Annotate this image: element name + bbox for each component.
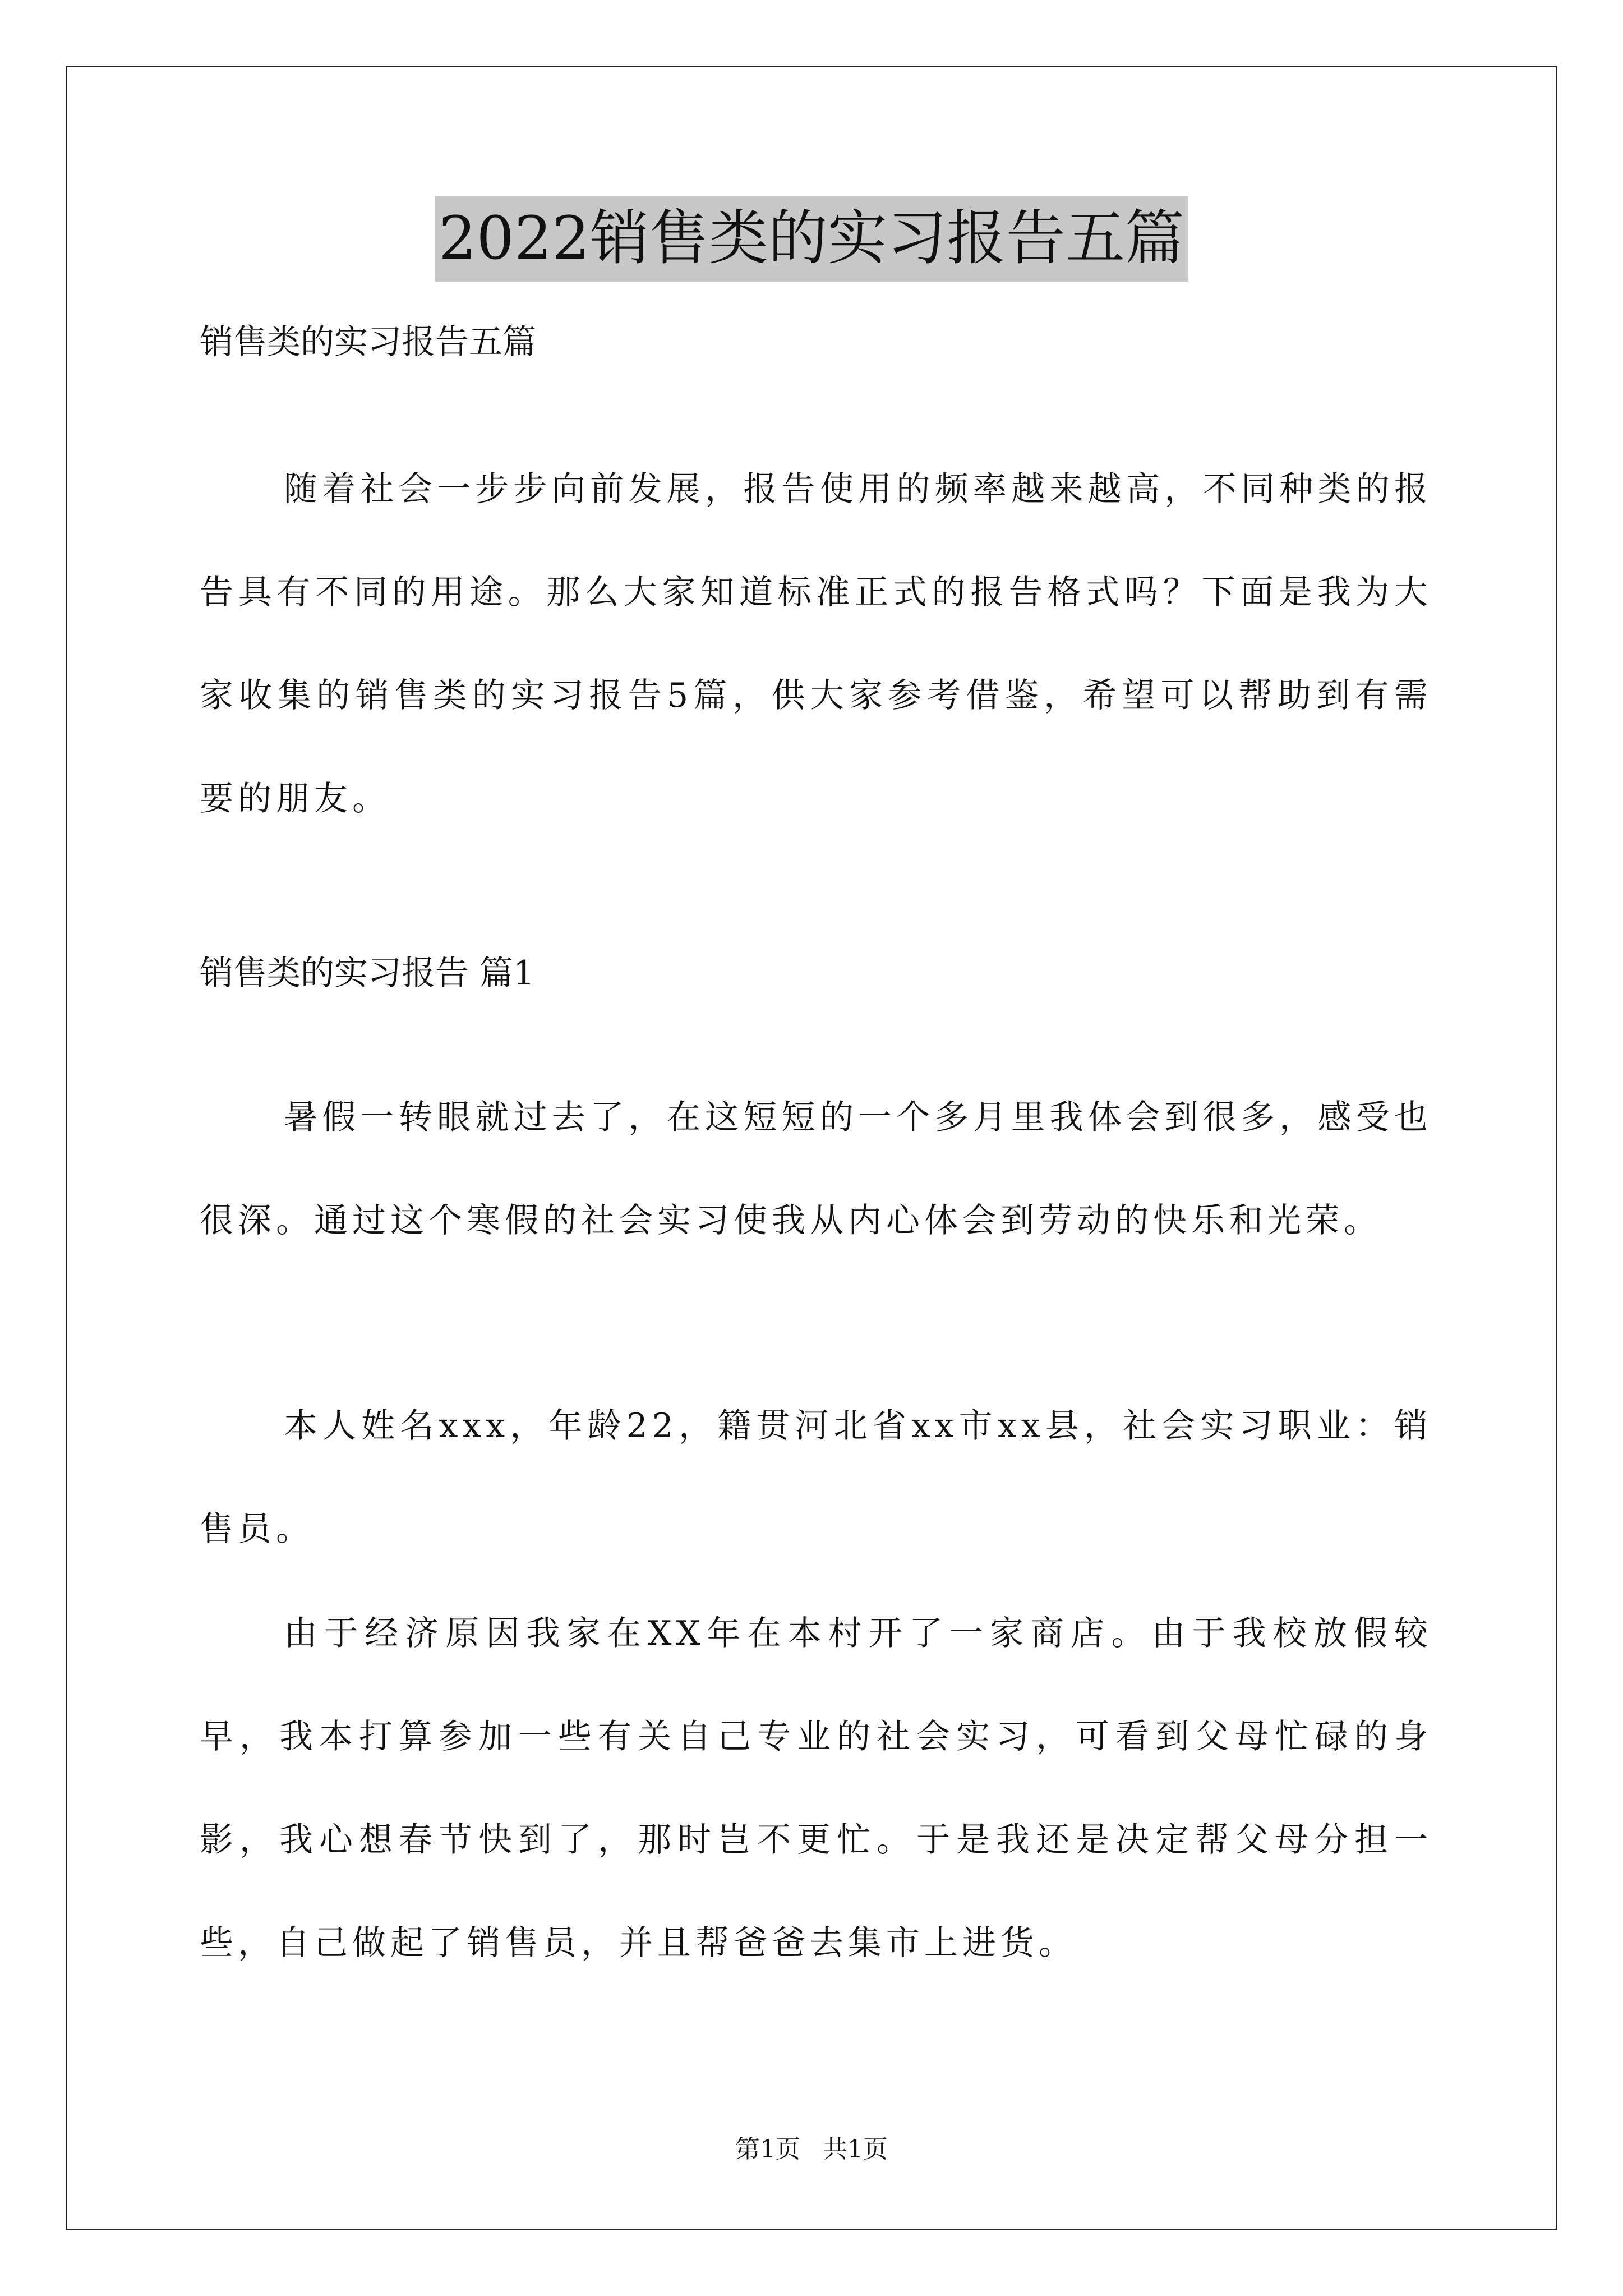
body-paragraph: 暑假一转眼就过去了，在这短短的一个多月里我体会到很多，感受也很深。通过这个寒假的社会实习使我从内心体会到劳动的快乐和光荣。 (200, 1098, 1432, 1240)
intro-paragraph: 随着社会一步步向前发展，报告使用的频率越来越高，不同种类的报告具有不同的用途。那么大家知道标准正式的报告格式吗？下面是我为大家收集的销售类的实习报告5篇，供大家参考借鉴，希望可以帮助到有需要的朋友。 (200, 470, 1432, 818)
title-container (0, 196, 1623, 282)
document-subtitle: 销售类的实习报告五篇 (200, 323, 536, 362)
page-total: 共1页 (823, 2135, 888, 2164)
section-heading: 销售类的实习报告 篇1 (200, 954, 535, 993)
document-title: 2022销售类的实习报告五篇 (435, 196, 1188, 282)
page-footer (0, 2133, 1623, 2166)
page-number: 第1页 (735, 2135, 800, 2164)
body-paragraph: 由于经济原因我家在XX年在本村开了一家商店。由于我校放假较早，我本打算参加一些有关自己专业的社会实习，可看到父母忙碌的身影，我心想春节快到了，那时岂不更忙。于是我还是决定帮父母分担一些，自己做起了销售员，并且帮爸爸去集市上进货。 (200, 1614, 1432, 1963)
body-paragraph: 本人姓名xxx，年龄22，籍贯河北省xx市xx县，社会实习职业：销售员。 (200, 1406, 1432, 1549)
